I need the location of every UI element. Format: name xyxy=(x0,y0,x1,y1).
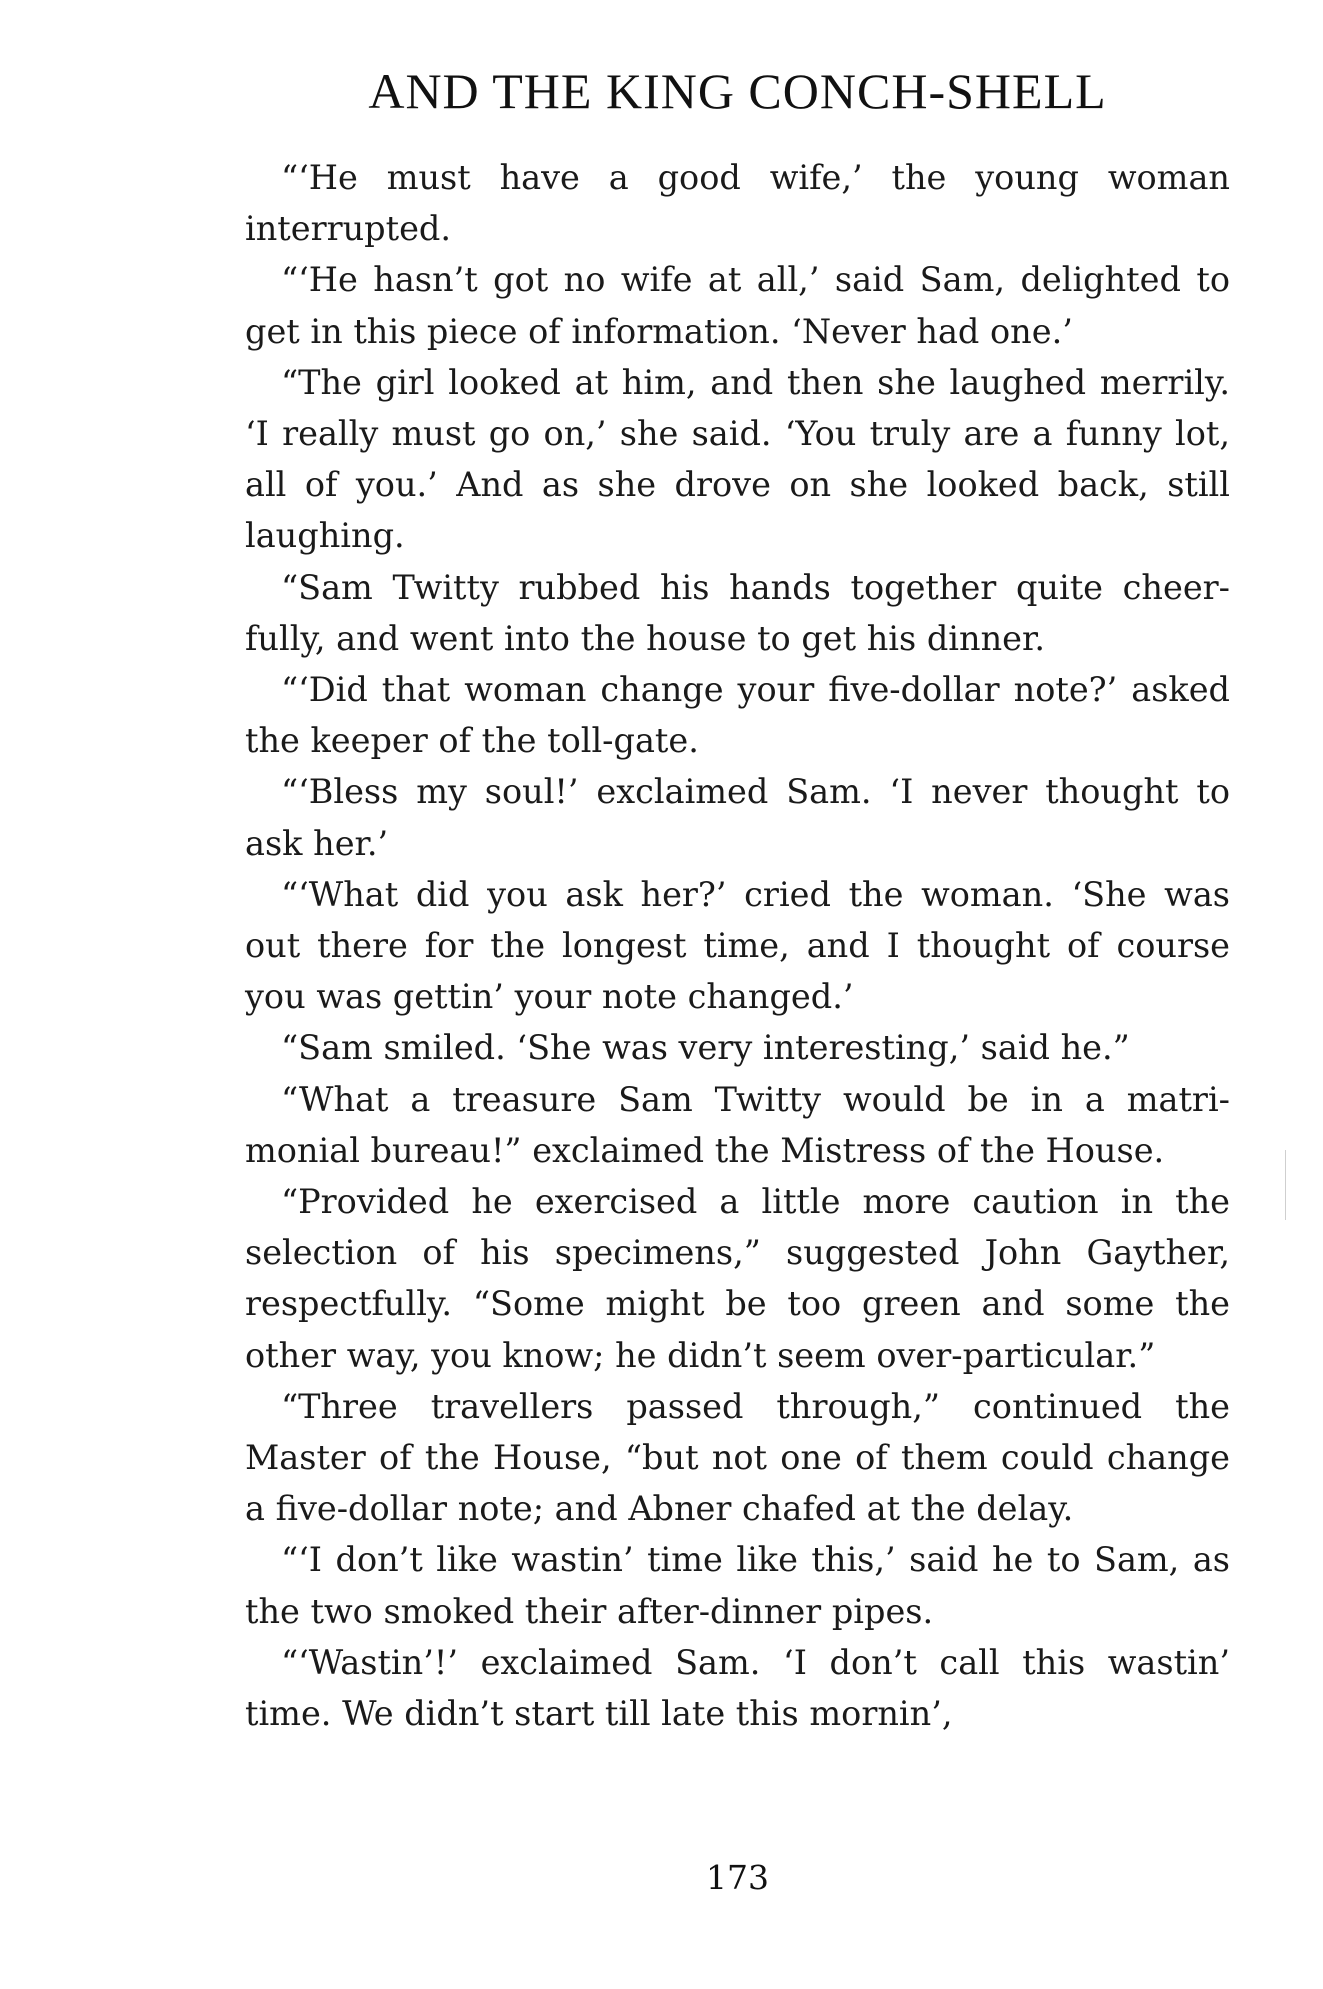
paragraph: “What a treasure Sam Twitty would be in a matrimonial bureau!” exclaimed the Mistress of the House. xyxy=(245,1079,1230,1170)
paragraph: “‘He must have a good wife,’ the young woman interrupted. xyxy=(245,158,1230,249)
paragraph: “‘Wastin’!’ exclaimed Sam. ‘I don’t call this wastin’ time. We didn’t start till late this mornin’, xyxy=(245,1642,1230,1734)
paragraph: “‘I don’t like wastin’ time like this,’ said he to Sam, as the two smoked their after-dinner pipes. xyxy=(245,1540,1230,1631)
page-edge-mark xyxy=(1285,1150,1286,1220)
paragraph: “Three travellers passed through,” continued the Master of the House, “but not one of them could change a five-dollar note; and Abner chafed at the delay. xyxy=(245,1386,1230,1529)
running-head: AND THE KING CONCH-SHELL xyxy=(368,63,1107,119)
paragraph: “‘Bless my soul!’ exclaimed Sam. ‘I never thought to ask her.’ xyxy=(245,772,1230,863)
paragraph: “‘What did you ask her?’ cried the woman. ‘She was out there for the longest time, and I thought of course you was gettin’ your note changed.’ xyxy=(245,874,1230,1017)
paragraph: “Sam smiled. ‘She was very interesting,’ said he.” xyxy=(281,1028,1130,1068)
paragraph: “‘He hasn’t got no wife at all,’ said Sam, delighted to get in this piece of information. ‘Never had one.’ xyxy=(245,260,1230,351)
paragraph: “Sam Twitty rubbed his hands together quite cheerfully, and went into the house to get his dinner. xyxy=(245,567,1230,658)
paragraph: “‘Did that woman change your five-dollar note?’ asked the keeper of the toll-gate. xyxy=(245,670,1230,761)
body-text xyxy=(245,152,1230,1739)
paragraph: “The girl looked at him, and then she laughed merrily. ‘I really must go on,’ she said. ‘You truly are a funny lot, all of you.’ And as she drove on she looked back, still laughing. xyxy=(245,362,1230,556)
paragraph: “Provided he exercised a little more caution in the selection of his specimens,” suggested John Gayther, respectfully. “Some might be too green and some the other way, you know; he didn’t seem over-particular.” xyxy=(245,1182,1230,1375)
page-number: 173 xyxy=(706,1858,769,1897)
